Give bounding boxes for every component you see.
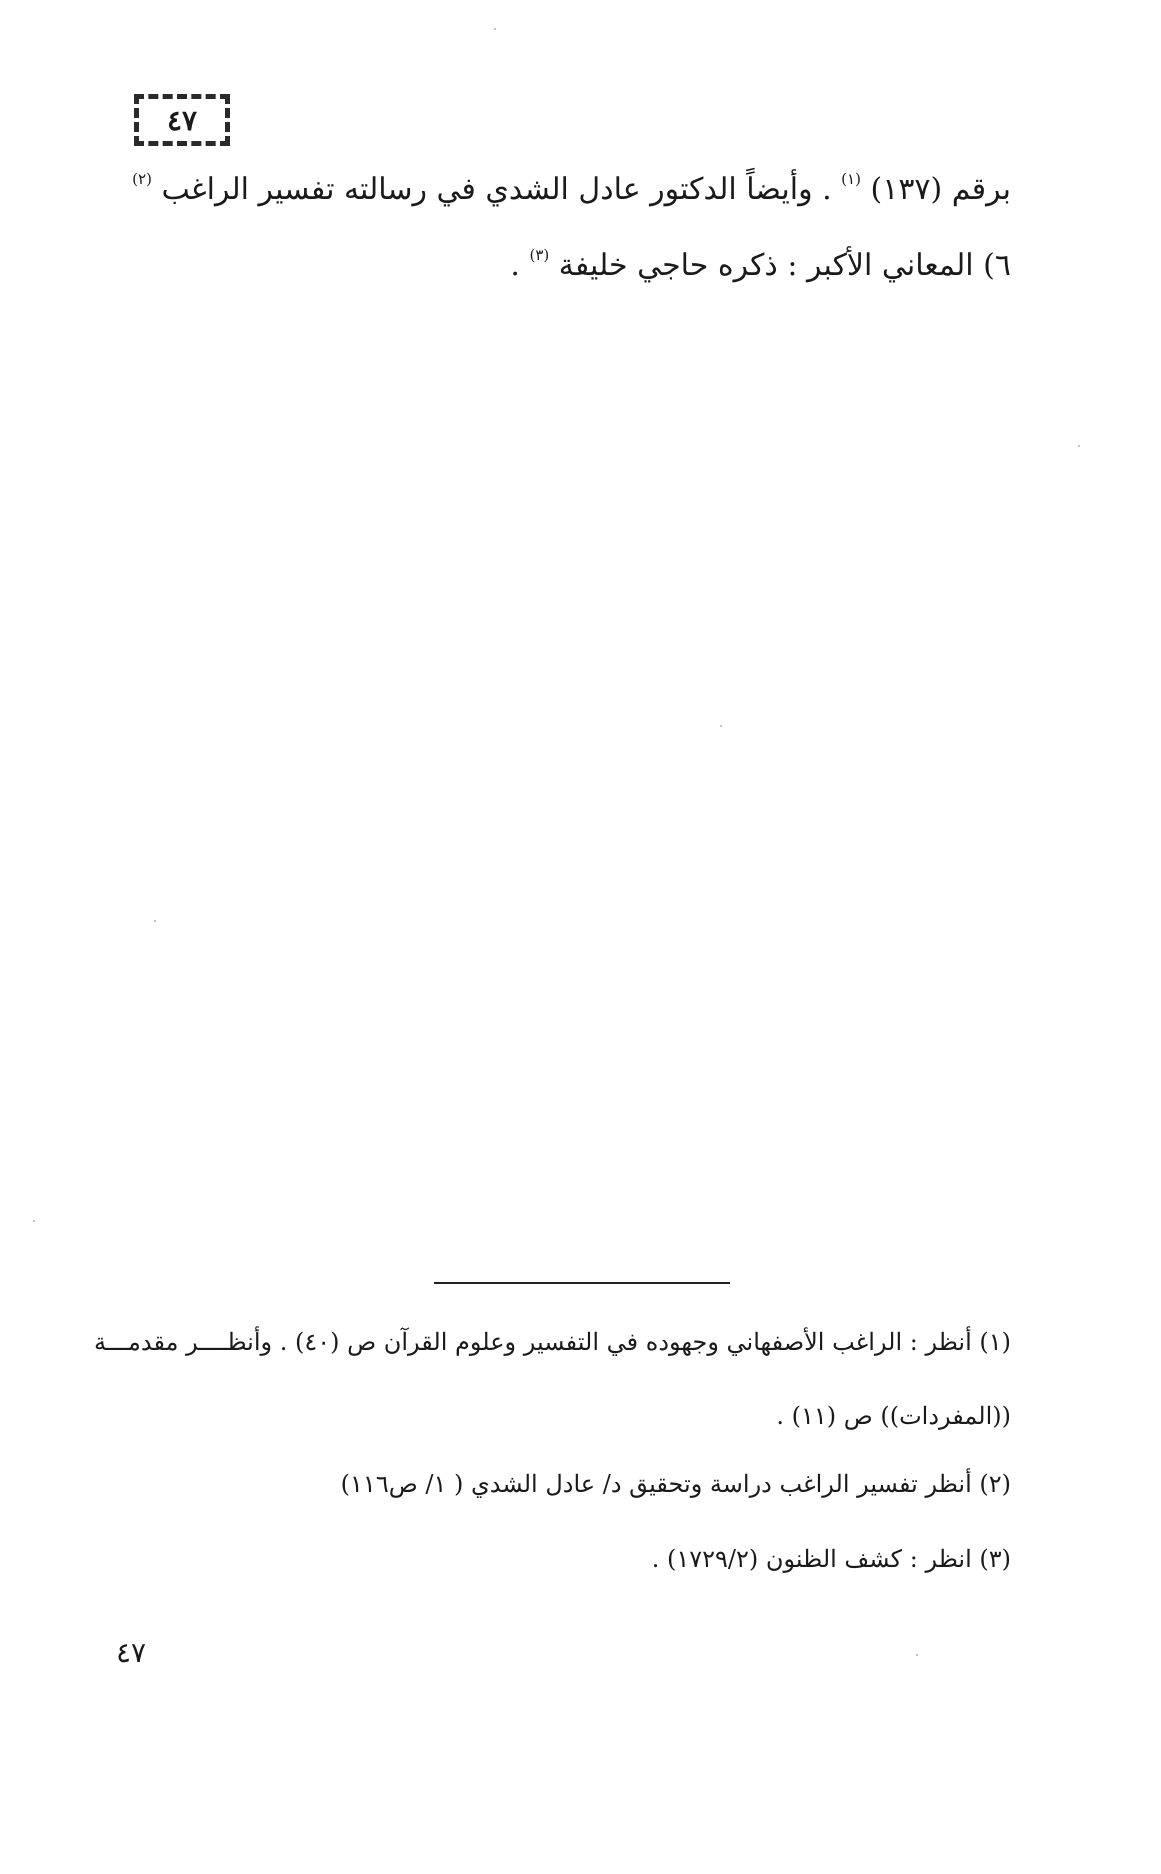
scan-speck bbox=[33, 1220, 35, 1222]
page-number: ٤٧ bbox=[116, 1636, 147, 1669]
body-line-2: ٦) المعاني الأكبر : ذكره حاجي خليفة $^{(٣)}$ . bbox=[510, 246, 1011, 283]
footnote-3: (٣) انظر : كشف الظنون (١٧٢٩/٢) . bbox=[651, 1545, 1011, 1573]
footnote-ref-2: (٢) bbox=[132, 170, 152, 188]
scan-speck bbox=[154, 920, 156, 922]
footnote-1-line-2: ((المفردات)) ص (١١) . bbox=[776, 1402, 1011, 1430]
page-number-box bbox=[134, 94, 230, 146]
scan-speck bbox=[916, 1654, 918, 1656]
footnote-separator bbox=[434, 1282, 730, 1284]
footnote-ref-1: (١) bbox=[841, 170, 861, 188]
body-line-1: برقم (١٣٧) $^{(١)}$ . وأيضاً الدكتور عادل الشدي في رسالته تفسير الراغب $^{(٢)}$ bbox=[132, 170, 1011, 207]
page-number-box-label: ٤٧ bbox=[166, 103, 198, 137]
footnote-ref-3: (٣) bbox=[529, 246, 550, 264]
footnote-1-line-1: (١) أنظر : الراغب الأصفهاني وجهوده في التفسير وعلوم القرآن ص (٤٠) . وأنظــــر مقدمـــة bbox=[94, 1328, 1011, 1356]
scan-speck bbox=[1078, 445, 1080, 447]
scan-speck bbox=[720, 725, 722, 727]
footnote-2: (٢) أنظر تفسير الراغب دراسة وتحقيق د/ عادل الشدي ( ١/ ص١١٦) bbox=[340, 1470, 1011, 1498]
scan-speck bbox=[494, 28, 496, 30]
